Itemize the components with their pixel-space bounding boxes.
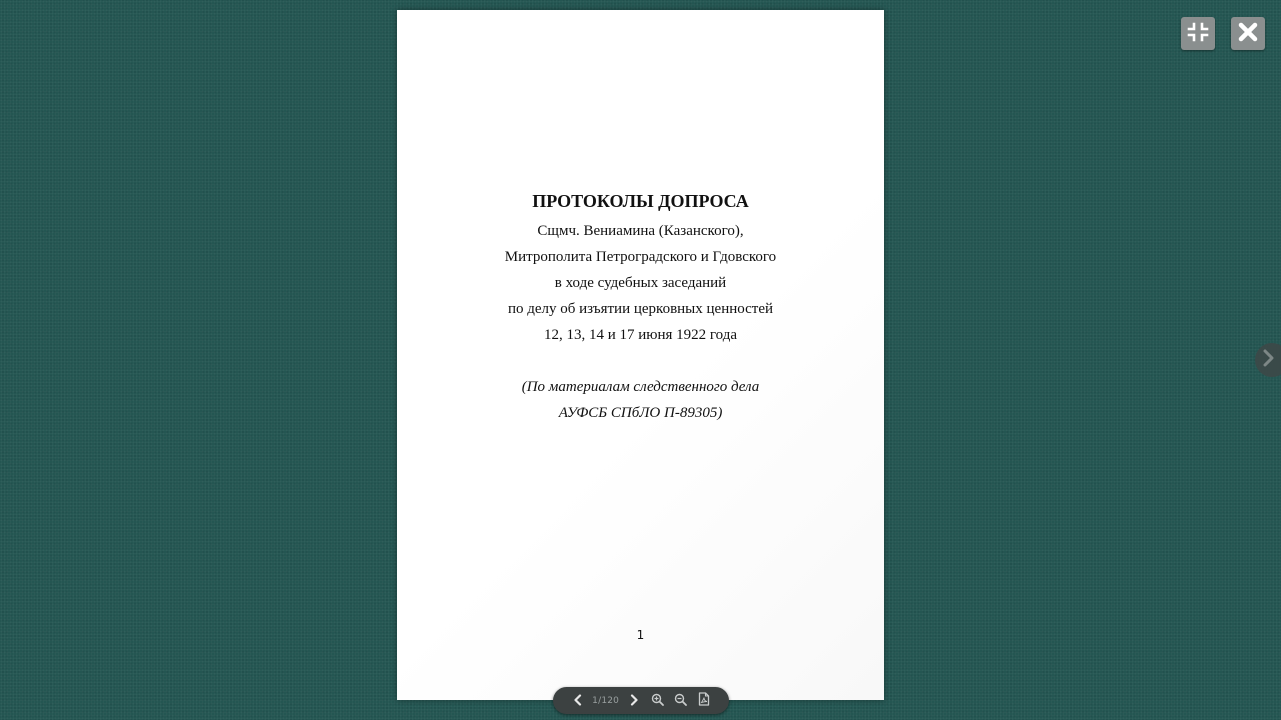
document-page (397, 10, 884, 700)
prev-page-button[interactable] (569, 692, 587, 710)
pdf-file-icon (698, 691, 710, 710)
document-line: Митрополита Петроградского и Гдовского (504, 249, 777, 265)
zoom-out-icon (674, 691, 687, 710)
document-text-block (397, 188, 884, 426)
zoom-in-button[interactable] (648, 692, 666, 710)
viewer-toolbar (553, 687, 729, 714)
page-indicator[interactable]: 1/120 (592, 695, 620, 706)
chevron-right-icon (629, 691, 639, 710)
chevron-right-icon (1262, 348, 1276, 372)
fullscreen-button[interactable] (1181, 17, 1215, 50)
close-button[interactable] (1231, 17, 1265, 50)
document-line: Сщмч. Вениамина (Казанского), (537, 223, 744, 239)
document-spacer (397, 348, 884, 374)
zoom-out-button[interactable] (672, 692, 690, 710)
document-line: в ходе судебных заседаний (554, 275, 727, 291)
zoom-in-icon (651, 691, 664, 710)
document-source-line: (По материалам следственного дела (521, 379, 760, 395)
chevron-left-icon (573, 691, 583, 710)
next-page-button[interactable] (1255, 343, 1281, 377)
document-source-line: АУФСБ СПбЛО П-89305) (558, 405, 723, 421)
page-number: 1 (636, 628, 645, 642)
document-line: по делу об изъятии церковных ценностей (507, 301, 774, 317)
next-page-toolbar-button[interactable] (625, 692, 643, 710)
document-line: 12, 13, 14 и 17 июня 1922 года (543, 327, 738, 343)
close-icon (1237, 21, 1259, 47)
pdf-download-button[interactable] (695, 692, 713, 710)
document-title: ПРОТОКОЛЫ ДОПРОСА (532, 191, 749, 211)
fullscreen-icon (1185, 20, 1211, 48)
